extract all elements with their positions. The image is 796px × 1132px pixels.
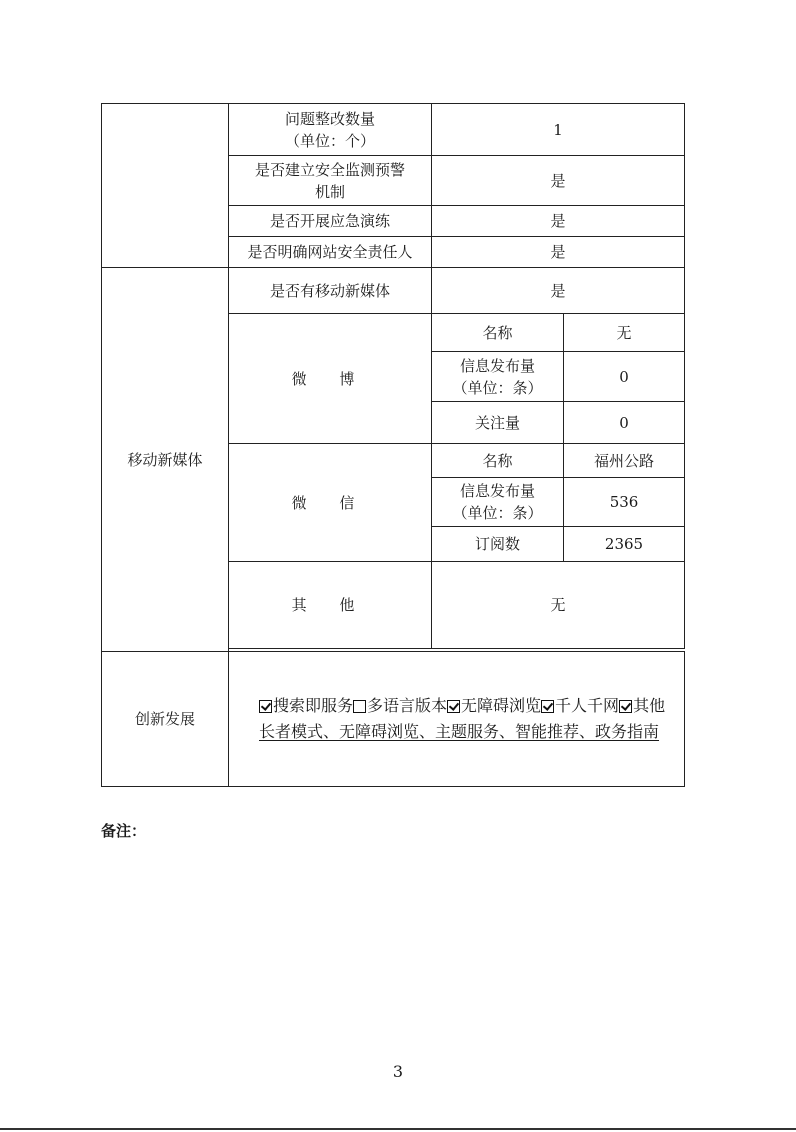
option-label: 搜索即服务 bbox=[273, 696, 354, 715]
remark-label: 备注： bbox=[101, 822, 147, 840]
wechat-name-value: 福州公路 bbox=[564, 444, 685, 478]
innovation-label: 创新发展 bbox=[102, 652, 229, 787]
monitor-value: 是 bbox=[432, 156, 685, 206]
drill-label: 是否开展应急演练 bbox=[229, 206, 432, 237]
label-text: 问题整改数量 （单位：个） bbox=[284, 109, 375, 150]
wechat-name-label: 名称 bbox=[432, 444, 564, 478]
table-row bbox=[102, 652, 685, 787]
page-number: 3 bbox=[392, 1062, 404, 1081]
report-table bbox=[101, 103, 685, 787]
wechat-subs-label: 订阅数 bbox=[432, 527, 564, 562]
option-label: 无障碍浏览 bbox=[461, 696, 542, 715]
weibo-name-value: 无 bbox=[564, 314, 685, 352]
wechat-label: 微 信 bbox=[229, 444, 432, 562]
wechat-posts-value: 536 bbox=[564, 478, 685, 527]
weibo-posts-label bbox=[432, 352, 564, 402]
security-section-cell bbox=[102, 104, 229, 268]
weibo-followers-label: 关注量 bbox=[432, 402, 564, 444]
label-text: 是否建立安全监测预警 机制 bbox=[254, 160, 405, 201]
checkbox-icon bbox=[259, 700, 272, 713]
table-row bbox=[102, 268, 685, 314]
other-value: 无 bbox=[432, 562, 685, 649]
owner-value: 是 bbox=[432, 237, 685, 268]
mobile-has-label: 是否有移动新媒体 bbox=[229, 268, 432, 314]
weibo-posts-value: 0 bbox=[564, 352, 685, 402]
mobile-section-label: 移动新媒体 bbox=[102, 268, 229, 652]
innovation-option bbox=[447, 696, 541, 715]
mobile-has-value: 是 bbox=[432, 268, 685, 314]
checkbox-icon bbox=[353, 700, 366, 713]
innovation-option bbox=[541, 696, 619, 715]
drill-value: 是 bbox=[432, 206, 685, 237]
weibo-followers-value: 0 bbox=[564, 402, 685, 444]
option-label: 多语言版本 bbox=[367, 696, 448, 715]
checkbox-icon bbox=[447, 700, 460, 713]
table-row bbox=[102, 104, 685, 156]
bottom-rule bbox=[0, 1128, 796, 1130]
innovation-options bbox=[259, 693, 680, 719]
checkbox-icon bbox=[619, 700, 632, 713]
label-text: 信息发布量 （单位：条） bbox=[452, 356, 543, 397]
label-text: 信息发布量 （单位：条） bbox=[452, 482, 543, 522]
issues-label bbox=[229, 104, 432, 156]
monitor-label bbox=[229, 156, 432, 206]
innovation-option bbox=[353, 696, 447, 715]
weibo-label: 微 博 bbox=[229, 314, 432, 444]
option-label: 千人千网 bbox=[555, 696, 620, 715]
innovation-option bbox=[619, 696, 665, 715]
issues-value: 1 bbox=[432, 104, 685, 156]
other-label: 其 他 bbox=[229, 562, 432, 649]
innovation-other-text: 长者模式、无障碍浏览、主题服务、智能推荐、政务指南 bbox=[259, 722, 660, 741]
option-label: 其他 bbox=[633, 696, 666, 715]
innovation-cell bbox=[229, 652, 685, 787]
wechat-posts-label bbox=[432, 478, 564, 527]
wechat-subs-value: 2365 bbox=[564, 527, 685, 562]
innovation-option bbox=[259, 696, 353, 715]
checkbox-icon bbox=[541, 700, 554, 713]
weibo-name-label: 名称 bbox=[432, 314, 564, 352]
owner-label: 是否明确网站安全责任人 bbox=[229, 237, 432, 268]
